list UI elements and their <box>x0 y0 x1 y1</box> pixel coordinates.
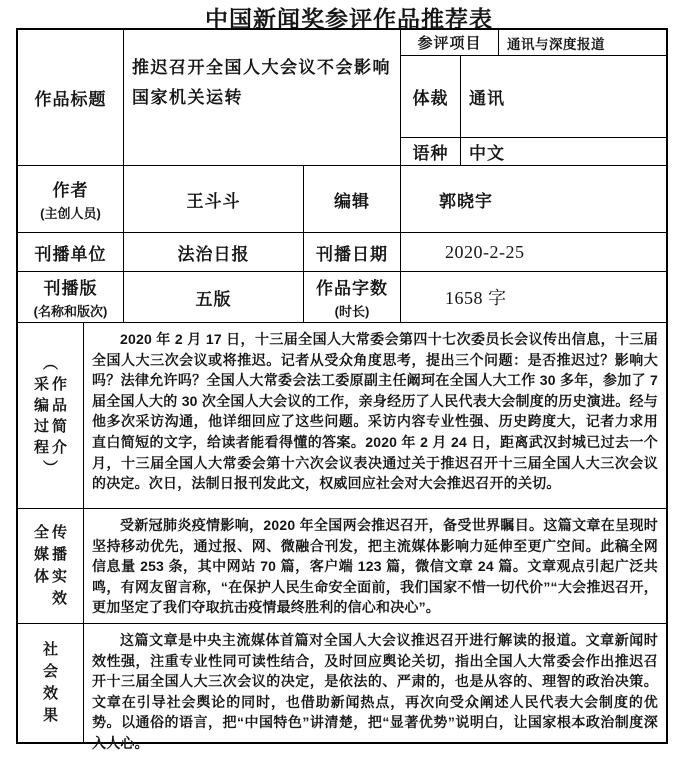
social-effect-label: 社 会 效 果 <box>42 641 61 724</box>
media-effect-text: 受新冠肺炎疫情影响，2020 年全国两会推迟召开，备受世界瞩目。这篇文章在呈现时坚持移动优先，通过报、网、微融合刊发，把主流媒体影响力延伸至更广空间。此稿全网信息量 253 条，其中网站 70 篇，客户端 123 篇，微信文章 24 篇。文章观点引起广泛共鸣，有网友留言称，“在保护人民生命安全面前，我们国家不惜一切代价”“大会推迟召开，更加坚定了我们夺取抗击疫情最终胜利的信心和决心”。 <box>92 517 658 616</box>
edition-label-cell <box>18 272 124 322</box>
word-count-label: 作品字数 <box>316 279 388 298</box>
work-title-value-cell <box>124 30 401 165</box>
right-section <box>401 30 666 165</box>
entry-category-value-cell <box>499 30 666 55</box>
genre-value-cell <box>461 56 666 137</box>
process-text: 2020 年 2 月 17 日，十三届全国人大常委会第四十七次委员长会议传出信息，十三届全国人大三次会议或将推迟。记者从受众角度思考，提出三个问题：是否推迟过？影响大吗？法律允许吗？全国人大常委会法工委原副主任阚珂在全国人大工作 30 多年，参加了 7 届全国人大的 30 次全国人大会议的工作，亲身经历了人民代表大会制度的历史演进。经与他多次采访沟通，他详细回应了这些问题。采访内容专业性强、历史跨度大，记者力求用直白简短的文字，给读者能看得懂的答案。2020 年 2 月 24 日，距离武汉封城已过去一个月，十三届全国人大常委会第十六次会议表决通过关于推迟召开十三届全国人大三次会议的决定。次日，法制日报刊发此文，权威回应社会对大会推迟召开的关切。 <box>92 331 658 492</box>
row-publisher <box>18 233 666 272</box>
media-effect-text-cell <box>84 509 666 623</box>
publish-date-label: 刊播日期 <box>316 244 388 264</box>
publish-date-label-cell <box>304 233 401 271</box>
editor-label-cell <box>304 166 401 232</box>
language-label: 语种 <box>412 144 449 163</box>
genre-value: 通讯 <box>469 89 505 108</box>
publisher-value-cell <box>124 233 304 271</box>
publisher-label: 刊播单位 <box>34 244 107 264</box>
social-effect-label-cell <box>18 624 84 742</box>
language-row <box>401 138 666 165</box>
publish-date-value: 2020-2-25 <box>445 241 525 262</box>
editor-label: 编辑 <box>334 191 370 211</box>
word-count-sublabel: (时长) <box>334 304 370 319</box>
process-label-cell <box>18 323 84 508</box>
process-text-cell <box>84 323 666 508</box>
row-author <box>18 166 666 233</box>
media-effect-label-cell <box>18 509 84 623</box>
row-work-title <box>18 30 666 166</box>
publish-date-value-cell <box>401 233 666 271</box>
row-social-effect <box>18 624 666 751</box>
language-value-cell <box>461 138 666 165</box>
work-title-label-cell <box>18 30 124 165</box>
author-sublabel: (主创人员) <box>40 206 101 221</box>
edition-value-cell <box>124 272 304 322</box>
row-edition <box>18 272 666 323</box>
entry-category-label-cell <box>401 30 499 55</box>
editor-value: 郭晓宇 <box>439 191 493 211</box>
edition-label: 刊播版 <box>43 279 98 298</box>
social-effect-text: 这篇文章是中央主流媒体首篇对全国人大会议推迟召开进行解读的报道。文章新闻时效性强，注重专业性同可读性结合，及时回应舆论关切，指出全国人大常委会作出推迟召开十三届全国人大三次会议的决定，是依法的、严肃的，也是从容的、理智的政治决策。文章在引导社会舆论的同时，也借助新闻热点，再次向受众阐述人民代表大会制度的优势。以通俗的语言，把“中国特色”讲清楚，把“显著优势”说明白，让国家根本政治制度深入人心。 <box>92 632 658 751</box>
row-media-effect <box>18 509 666 624</box>
word-count-value: 1658 字 <box>445 288 507 308</box>
row-process <box>18 323 666 509</box>
entry-category-row <box>401 30 666 56</box>
genre-label-cell <box>401 56 461 137</box>
author-value-cell <box>124 166 304 232</box>
editor-value-cell <box>401 166 666 232</box>
language-label-cell <box>401 138 461 165</box>
work-title-value: 推迟召开全国人大会议不会影响国家机关运转 <box>132 57 391 107</box>
entry-category-value: 通讯与深度报道 <box>507 36 605 52</box>
work-title-label: 作品标题 <box>34 90 107 109</box>
author-label-cell <box>18 166 124 232</box>
edition-value: 五版 <box>195 289 232 309</box>
page-title: 中国新闻奖参评作品推荐表 <box>205 6 493 32</box>
word-count-label-cell <box>304 272 401 322</box>
publisher-value: 法治日报 <box>177 244 250 264</box>
word-count-value-cell <box>401 272 666 322</box>
publisher-label-cell <box>18 233 124 271</box>
language-value: 中文 <box>469 144 505 163</box>
process-label: ︵ 采作 编品 过简 程介 ︶ <box>33 354 70 477</box>
genre-label: 体裁 <box>412 89 449 108</box>
media-effect-label: 全传 媒播 体实 效 <box>33 524 70 607</box>
social-effect-text-cell <box>84 624 666 751</box>
author-value: 王斗斗 <box>186 191 241 211</box>
author-label: 作者 <box>52 181 89 200</box>
edition-sublabel: (名称和版次) <box>33 304 108 319</box>
entry-category-label: 参评项目 <box>417 35 482 52</box>
recommendation-table <box>16 28 668 751</box>
genre-row <box>401 56 666 138</box>
